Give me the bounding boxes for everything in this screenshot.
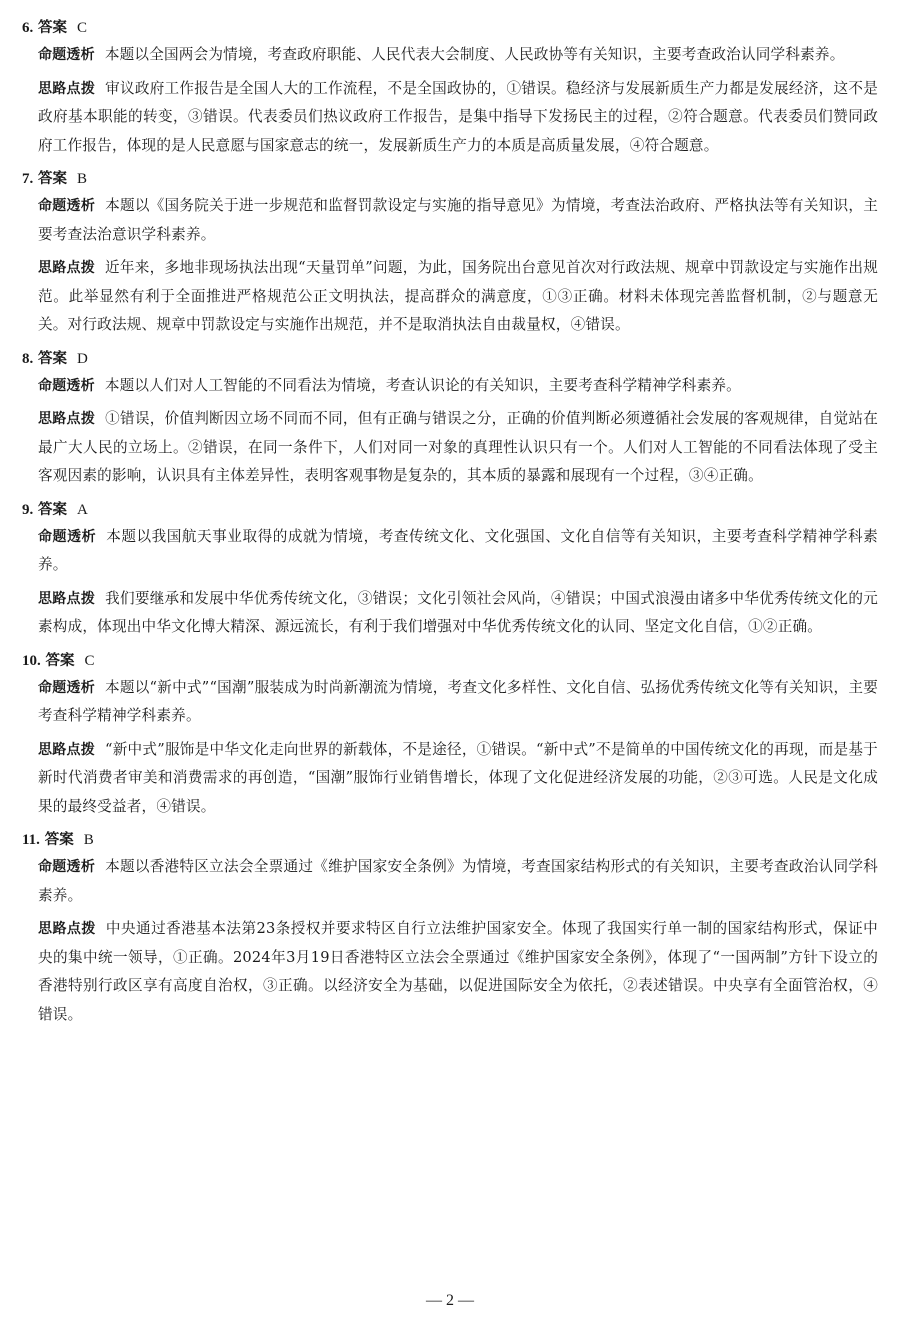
hint-paragraph [22,585,878,642]
hint-paragraph [22,405,878,491]
hint-label: 思路点拨 [38,80,96,97]
hint-paragraph [22,736,878,822]
question-7 [22,165,878,340]
analysis-text: 本题以我国航天事业取得的成就为情境，考查传统文化、文化强国、文化自信等有关知识，主要考查科学精神学科素养。 [38,527,878,573]
analysis-label: 命题透析 [38,377,95,394]
question-6 [22,14,878,160]
question-11 [22,826,878,1029]
question-header [22,14,878,41]
question-number: 8. [22,350,34,367]
answer-label: 答案 [38,20,68,36]
question-8 [22,345,878,491]
analysis-text: 本题以香港特区立法会全票通过《维护国家安全条例》为情境，考查国家结构形式的有关知识，主要考查政治认同学科素养。 [38,858,878,904]
hint-paragraph [22,75,878,161]
hint-label: 思路点拨 [38,590,96,607]
question-number: 9. [22,501,34,518]
hint-label: 思路点拨 [38,411,96,427]
answer-label: 答案 [45,652,75,669]
answer-value: A [77,501,88,518]
answer-value: B [83,832,94,848]
question-header [22,496,878,523]
analysis-label: 命题透析 [38,679,96,696]
hint-text: 近年来，多地非现场执法出现“天量罚单”问题，为此，国务院出台意见首次对行政法规、规章中罚款设定与实施作出规范。此举显然有利于全面推进严格规范公正文明执法，提高群众的满意度，①③正确。材料未体现完善监督机制，②与题意无关。对行政法规、规章中罚款设定与实施作出规范，并不是取消执法自由裁量权，④错误。 [38,259,878,333]
analysis-text: 本题以“新中式”“国潮”服装成为时尚新潮流为情境，考查文化多样性、文化自信、弘扬优秀传统文化等有关知识，主要考查科学精神学科素养。 [38,678,878,724]
hint-label: 思路点拨 [38,260,96,276]
hint-paragraph [22,915,878,1029]
hint-text: 审议政府工作报告是全国人大的工作流程，不是全国政协的，①错误。稳经济与发展新质生产力都是发展经济，这不是政府基本职能的转变，③错误。代表委员们热议政府工作报告，是集中指导下发扬民主的过程，②符合题意。代表委员们赞同政府工作报告，体现的是人民意愿与国家意志的统一，发展新质生产力的本质是高质量发展，④符合题意。 [38,79,878,154]
hint-text: ①错误，价值判断因立场不同而不同，但有正确与错误之分，正确的价值判断必须遵循社会发展的客观规律，自觉站在最广大人民的立场上。②错误，在同一条件下，人们对同一对象的真理性认识只有一个。人们对人工智能的不同看法体现了受主客观因素的影响，认识具有主体差异性，表明客观事物是复杂的，其本质的暴露和展现有一个过程，③④正确。 [38,410,878,484]
hint-text: 我们要继承和发展中华优秀传统文化，③错误；文化引领社会风尚，④错误；中国式浪漫由诸多中华优秀传统文化的元素构成，体现出中华文化博大精深、源远流长，有利于我们增强对中华优秀传统文化的认同、坚定文化自信，①②正确。 [38,589,878,635]
answer-value: D [77,350,88,367]
analysis-label: 命题透析 [38,528,97,545]
page-number: — 2 — [426,1292,474,1309]
analysis-paragraph [22,523,878,580]
answer-value: B [77,171,88,187]
hint-label: 思路点拨 [38,921,96,937]
analysis-text: 本题以人们对人工智能的不同看法为情境，考查认识论的有关知识，主要考查科学精神学科素养。 [104,376,741,394]
question-number: 6. [22,20,34,36]
analysis-paragraph [22,853,878,910]
analysis-label: 命题透析 [38,47,95,63]
analysis-paragraph [22,41,878,70]
analysis-paragraph [22,372,878,401]
question-number: 7. [22,171,34,187]
answer-label: 答案 [38,350,68,367]
question-header [22,345,878,372]
question-10 [22,647,878,822]
answer-label: 答案 [38,171,68,187]
analysis-label: 命题透析 [38,859,96,875]
analysis-text: 本题以《国务院关于进一步规范和监督罚款设定与实施的指导意见》为情境，考查法治政府、严格执法等有关知识，主要考查法治意识学科素养。 [38,197,878,243]
question-header [22,826,878,853]
analysis-paragraph [22,192,878,249]
question-9 [22,496,878,642]
question-number: 10. [22,652,41,669]
analysis-text: 本题以全国两会为情境，考查政府职能、人民代表大会制度、人民政协等有关知识，主要考查政治认同学科素养。 [104,46,845,63]
question-header [22,647,878,674]
answer-label: 答案 [38,501,68,518]
answer-value: C [84,652,95,669]
hint-label: 思路点拨 [38,741,95,758]
question-header [22,165,878,192]
hint-text: 中央通过香港基本法第23条授权并要求特区自行立法维护国家安全。体现了我国实行单一制的国家结构形式，保证中央的集中统一领导，①正确。2024年3月19日香港特区立法会全票通过《维护国家安全条例》，体现了“一国两制”方针下设立的香港特别行政区享有高度自治权，③正确。以经济安全为基础，以促进国际安全为依托，②表述错误。中央享有全面管治权，④错误。 [38,920,878,1023]
analysis-label: 命题透析 [38,198,96,214]
hint-paragraph [22,254,878,340]
question-number: 11. [22,832,40,848]
hint-text: “新中式”服饰是中华文化走向世界的新载体，不是途径，①错误。“新中式”不是简单的中国传统文化的再现，而是基于新时代消费者审美和消费需求的再创造，“国潮”服饰行业销售增长，体现了文化促进经济发展的功能，②③可选。人民是文化成果的最终受益者，④错误。 [38,740,878,815]
analysis-paragraph [22,674,878,731]
answer-value: C [77,20,88,36]
answer-label: 答案 [44,832,74,848]
